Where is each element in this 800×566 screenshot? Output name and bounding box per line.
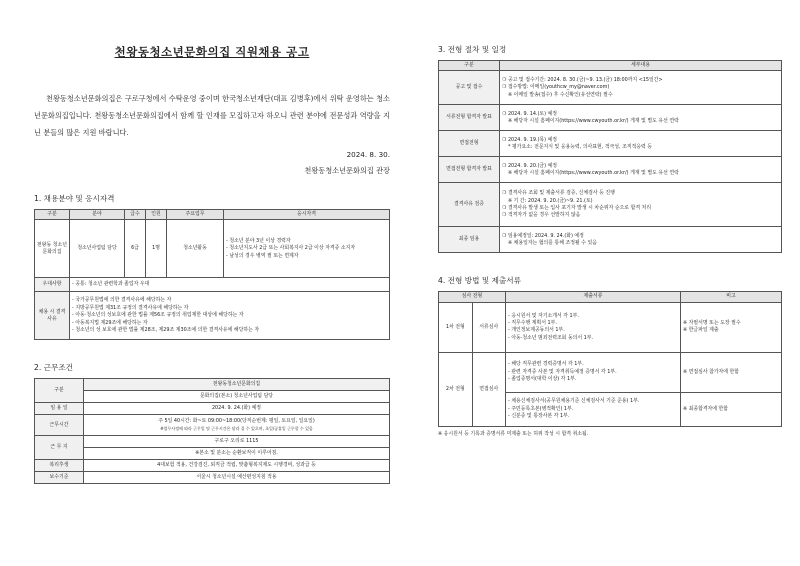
cell-org: 천왕동 청소년 문화의집: [35, 220, 70, 278]
method-docs-3: [506, 392, 681, 426]
disq-line: - 국가공무원법에 의한 결격사유에 해당하는 자: [72, 297, 172, 304]
process-line: ❍ 결격사유 조회 및 제출서류 검증, 신체검사 등 진행: [502, 190, 615, 197]
method-header-note: 비고: [681, 292, 782, 302]
disq-line: - 청소년의 성 보호에 관한 법률 제28조, 제29조 제30조에 의한 결격사유에 해당하는 자: [72, 327, 260, 334]
section-3-heading: 3. 전형 절차 및 일정: [438, 45, 507, 54]
method-note-3: ※ 최종합격자에 한함: [681, 392, 782, 426]
process-label-verify: 결격사유 검증: [439, 183, 500, 227]
process-line: ※ 해당자 시설 홈페이지(https://www.cwyouth.or.kr/) 게재 및 별도 유선 연락: [508, 117, 679, 124]
qual-line: - 청소년 분야 3년 이상 경력자: [226, 237, 291, 244]
method-header-stage: 심사 전형: [439, 292, 506, 302]
right-column: [438, 0, 782, 437]
method-docs-1: [506, 302, 681, 352]
process-label-final: 최종 임용: [439, 227, 500, 253]
disq-line: - 지방공무원법 제31조 규정의 결격사유에 해당하는 자: [72, 304, 189, 311]
wc-label-pay: 보수기준: [35, 472, 84, 484]
process-label-apply: 공고 및 접수: [439, 71, 500, 105]
wc-hours-note: ※업무사정에 따라 근무일 및 근무시간은 달라 질 수 있으며, 초일/공휴일 근무할 수 있음: [160, 426, 313, 432]
process-label-interview-result: 면접전형 합격자 발표: [439, 157, 500, 183]
process-header-detail: 세부내용: [500, 61, 782, 71]
wc-gubun-label: 구분: [35, 379, 84, 403]
process-line: ❍ 2024. 9. 20.(금) 예정: [502, 162, 558, 169]
process-line: ❍ 임용예정일: 2024. 9. 24.(화) 예정: [502, 232, 584, 239]
wc-value-hours: [84, 415, 390, 436]
disq-cell: [70, 292, 390, 340]
pref-label: 우대사항: [35, 278, 70, 292]
work-conditions-table: [34, 378, 390, 484]
process-line: ❍ 공고 및 접수기간: 2024. 8. 30.(금)~9. 13.(금) 18:00까지 <15일간>: [502, 76, 663, 83]
method-footnote: ※ 응시원서 등 기록과 증명서류 미제출 또는 허위 작성 시 합격 취소됨.: [438, 430, 589, 437]
process-label-interview: 면접전형: [439, 131, 500, 157]
intro-paragraph: 천왕동청소년문화의집은 구로구청에서 수탁운영 중이며 한국청소년재단(대표 김병후)에서 위탁 운영하는 청소년문화의집입니다. 천왕동청소년문화의집에서 함께 할 인재를 모집하고자 하오니 관련 분야에 전문성과 역량을 지닌 분들의 많은 지원 바랍니다.: [34, 94, 390, 137]
process-detail-interview: [500, 131, 782, 157]
qual-line: - 남성의 경우 병역 필 또는 면제자: [226, 252, 299, 259]
wc-label-hours: 근무시간: [35, 415, 84, 436]
doc-line: - 직무수행 계획서 1부.: [508, 319, 557, 326]
method-header-docs: 제출서류: [506, 292, 681, 302]
section-1-heading: 1. 채용분야 및 응시자격: [34, 194, 115, 203]
process-line: ※ 기 간: 2024. 9. 20.(금)~9. 21.(토): [508, 197, 593, 204]
wc-value-location: 구로구 오리로 1115: [84, 436, 390, 448]
process-detail-final: [500, 227, 782, 253]
doc-line: - 관련 자격증 사본 및 자격취득예정 증명서 각 1부.: [508, 368, 617, 375]
process-line: ※ 이메일 발송(접수) 후 수신확인(유선연락) 필수: [508, 91, 613, 98]
header-field: 분야: [70, 210, 125, 220]
doc-line: - 채용신체검사서(공무원채용기준 신체검사서 기준 준용) 1부.: [508, 398, 640, 405]
process-line: ※ 해당자 시설 홈페이지(https://www.cwyouth.or.kr/) 게재 및 별도 유선 연락: [508, 169, 679, 176]
pref-text: - 공통: 청소년 관련학과 졸업자 우대: [70, 278, 390, 292]
recruitment-table: [34, 209, 390, 340]
process-line: ❍ 접수방법: 이메일(youthcw_my@naver.com): [502, 84, 610, 91]
process-line: ❍ 2024. 9. 14.(토) 예정: [502, 110, 558, 117]
wc-hours-main: 주 5일 40시간: 화~토 09:00~18:00(당직순번제: 평일, 토요일, 일요일): [158, 418, 315, 424]
wc-label-benefits: 복리후생: [35, 460, 84, 472]
disq-line: - 아동복지법 제29조에 해당하는 자: [72, 319, 148, 326]
process-line: ❍ 결격사유 발생 또는 입사 포기자 발생 시 차순위자 순으로 합격 처리: [502, 204, 652, 211]
method-table: [438, 291, 782, 426]
doc-line: - 신분증 및 통장사본 각 1부.: [508, 413, 570, 420]
process-line: ❍ 2024. 9. 19.(목) 예정: [502, 136, 558, 143]
cell-count: 1명: [146, 220, 167, 278]
process-detail-apply: [500, 71, 782, 105]
method-docs-2: [506, 352, 681, 392]
doc-line: - 아동·청소년 범죄전력조회 동의서 1부.: [508, 334, 594, 341]
wc-value-pay: 서울시 청소년시설 예산편성지침 적용: [84, 472, 390, 484]
organization-signature: 천왕동청소년문화의집 관장: [304, 166, 390, 175]
process-detail-doc-result: [500, 105, 782, 131]
wc-value-benefits: 4대보험 적용, 건강검진, 퇴직금 적립, 맞춤형복지제도 시행경비, 성과급 등: [84, 460, 390, 472]
cell-duty: 청소년활동: [167, 220, 224, 278]
method-type-2: 면접심사: [472, 352, 506, 426]
header-grade: 급수: [125, 210, 146, 220]
section-4-heading: 4. 전형 방법 및 제출서류: [438, 276, 521, 286]
process-line: ※ 채용일자는 협의를 통해 조정될 수 있음: [508, 239, 598, 246]
doc-line: - 졸업증명서(대학 이상) 각 1부.: [508, 376, 577, 383]
process-detail-interview-result: [500, 157, 782, 183]
wc-value-start: 2024. 9. 24.(화) 예정: [84, 403, 390, 415]
qual-line: - 청소년지도사 2급 또는 사회복지사 2급 이상 자격증 소지자: [226, 245, 356, 252]
doc-line: - 개인정보제공동의서 1부.: [508, 327, 565, 334]
header-gubun: 구분: [35, 210, 70, 220]
process-detail-verify: [500, 183, 782, 227]
method-stage-2: 2차 전형: [439, 352, 473, 426]
process-table: [438, 60, 782, 253]
section-2-heading: 2. 근무조건: [34, 363, 74, 373]
wc-gubun-1: 천왕동청소년문화의집: [84, 379, 390, 391]
method-note-2: ※ 면접심사 참가자에 한함: [681, 352, 782, 392]
method-note-1: ※ 자필서명 또는 도장 필수 ※ 한글파일 제출: [681, 302, 782, 352]
cell-grade: 6급: [125, 220, 146, 278]
header-quals: 응시자격: [224, 210, 390, 220]
disq-label: 채용 시 결격사유: [35, 292, 70, 340]
method-type-1: 서류심사: [472, 302, 506, 352]
process-line: ❍ 적격자가 없을 경우 선발하지 않음: [502, 212, 581, 219]
process-header-gubun: 구분: [439, 61, 500, 71]
wc-gubun-2: 문화의집(본소) 청소년사업팀 담당: [84, 391, 390, 403]
header-duty: 주요업무: [167, 210, 224, 220]
doc-line: - 주민등록초본(병적확인) 1부.: [508, 405, 574, 412]
method-stage-1: 1차 전형: [439, 302, 473, 352]
cell-field: 청소년사업팀 담당: [70, 220, 125, 278]
cell-quals: [224, 220, 390, 278]
header-count: 인원: [146, 210, 167, 220]
wc-value-rotation: ※본소 및 분소는 순환보직이 이루어짐.: [84, 448, 390, 460]
left-column: [34, 0, 390, 484]
wc-label-start: 임 용 일: [35, 403, 84, 415]
announcement-date: 2024. 8. 30.: [346, 150, 390, 159]
page-title: 천왕동청소년문화의집 직원채용 공고: [114, 45, 310, 59]
wc-label-location: 근 무 지: [35, 436, 84, 460]
disq-line: - 아동·청소년의 성보호에 관한 법률 제56조 규정의 취업제한 대상에 해당하는 자: [72, 312, 244, 319]
doc-line: - 응시원서 및 자기소개서 각 1부.: [508, 312, 579, 319]
process-label-doc-result: 서류전형 합격자 발표: [439, 105, 500, 131]
doc-line: - 해당 직무관련 경력증명서 각 1부.: [508, 361, 584, 368]
process-line: * 평가요소: 전문지식 및 응용능력, 의사표현, 적극성, 조직적응력 등: [508, 143, 653, 150]
